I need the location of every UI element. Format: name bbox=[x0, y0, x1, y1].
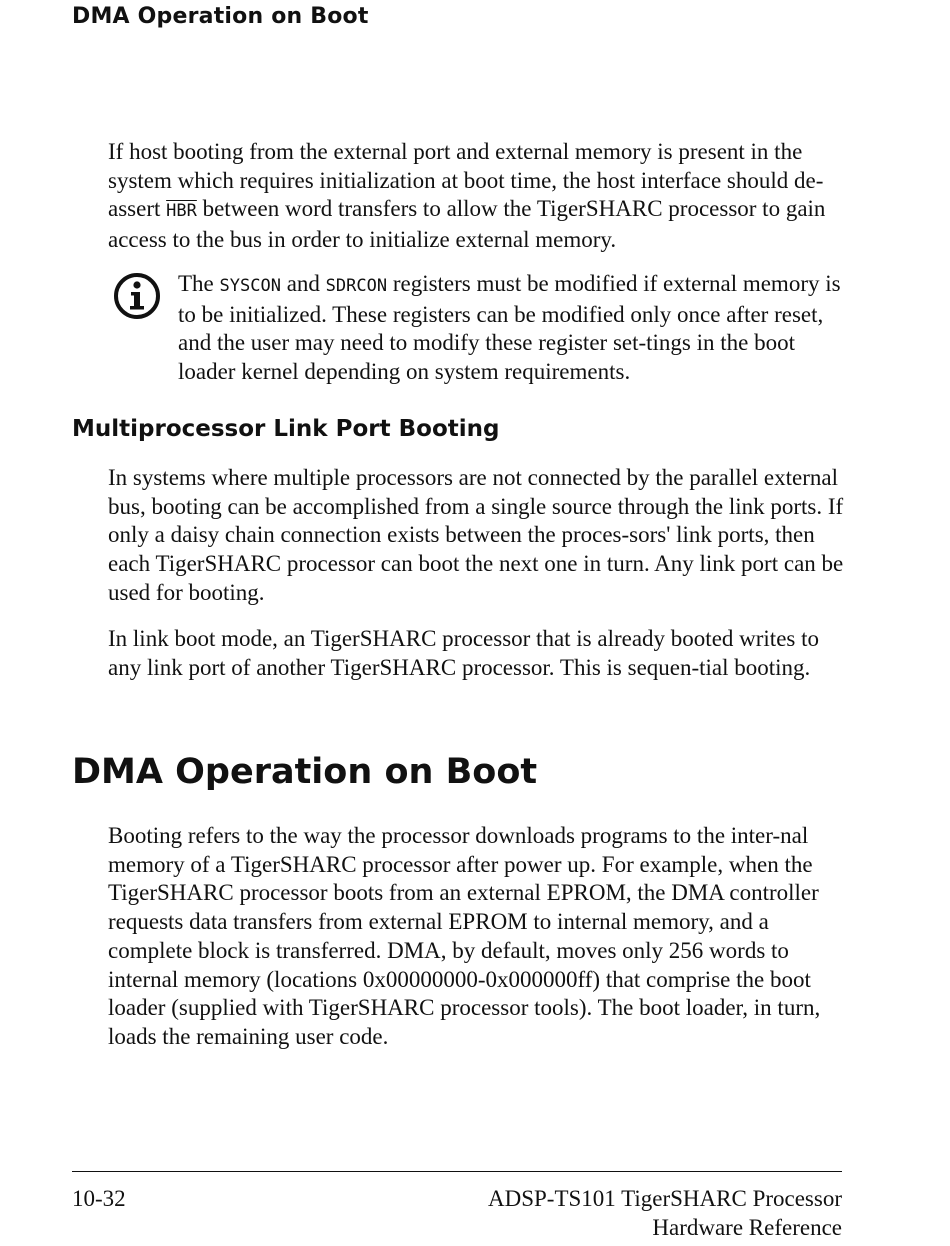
note-text-3: registers must be modified if external memory is to be initialized. These registers can be modified only once after reset, and the user may need to modify these register set-tings in the boot loader kernel depending on system requirements. bbox=[178, 271, 841, 385]
footer-rule bbox=[72, 1171, 842, 1172]
link-port-paragraph-2: In link boot mode, an TigerSHARC processor that is already booted writes to any link port of another TigerSHARC processor. This is sequen-tial booting. bbox=[108, 626, 820, 680]
syscon-register: SYSCON bbox=[219, 276, 281, 296]
running-head: DMA Operation on Boot bbox=[72, 4, 369, 29]
footer-title-line-2: Hardware Reference bbox=[652, 1215, 842, 1240]
section-heading-link-port: Multiprocessor Link Port Booting bbox=[72, 416, 500, 442]
intro-text-2: between word transfers to allow the TigerSHARC processor to gain access to the bus in order to initialize external memory. bbox=[108, 196, 826, 253]
intro-text-1: If host booting from the external port and external memory is present in the system which requires initialization at boot time, the host interface should de-assert bbox=[108, 139, 824, 222]
intro-paragraph bbox=[108, 138, 848, 255]
info-icon bbox=[113, 272, 161, 320]
dma-paragraph: Booting refers to the way the processor downloads programs to the inter-nal memory of a TigerSHARC processor after power up. For example, when the TigerSHARC processor boots from an external EPROM, the DMA controller requests data transfers from external EPROM to internal memory, and a complete block is transferred. DMA, by default, moves only 256 words to internal memory (locations 0x00000000-0x000000ff) that comprise the boot loader (supplied with TigerSHARC processor tools). The boot loader, in turn, loads the remaining user code. bbox=[108, 823, 821, 1049]
footer-title bbox=[488, 1184, 842, 1242]
link-port-paragraph-1: In systems where multiple processors are not connected by the parallel external bus, booting can be accomplished from a single source through the link ports. If only a daisy chain connection exists between the proces-sors' link ports, then each TigerSHARC processor can boot the next one in turn. Any link port can be used for booting. bbox=[108, 465, 844, 605]
note-text-2: and bbox=[280, 271, 326, 296]
sdrcon-register: SDRCON bbox=[325, 276, 388, 296]
page-number: 10-32 bbox=[72, 1186, 126, 1211]
note-text-1: The bbox=[178, 271, 220, 296]
section-heading-dma: DMA Operation on Boot bbox=[72, 752, 538, 792]
hbr-signal: $\overline{HBR}$ bbox=[166, 201, 197, 222]
note-paragraph bbox=[178, 270, 848, 387]
footer-title-line-1: ADSP-TS101 TigerSHARC Processor bbox=[487, 1186, 842, 1211]
